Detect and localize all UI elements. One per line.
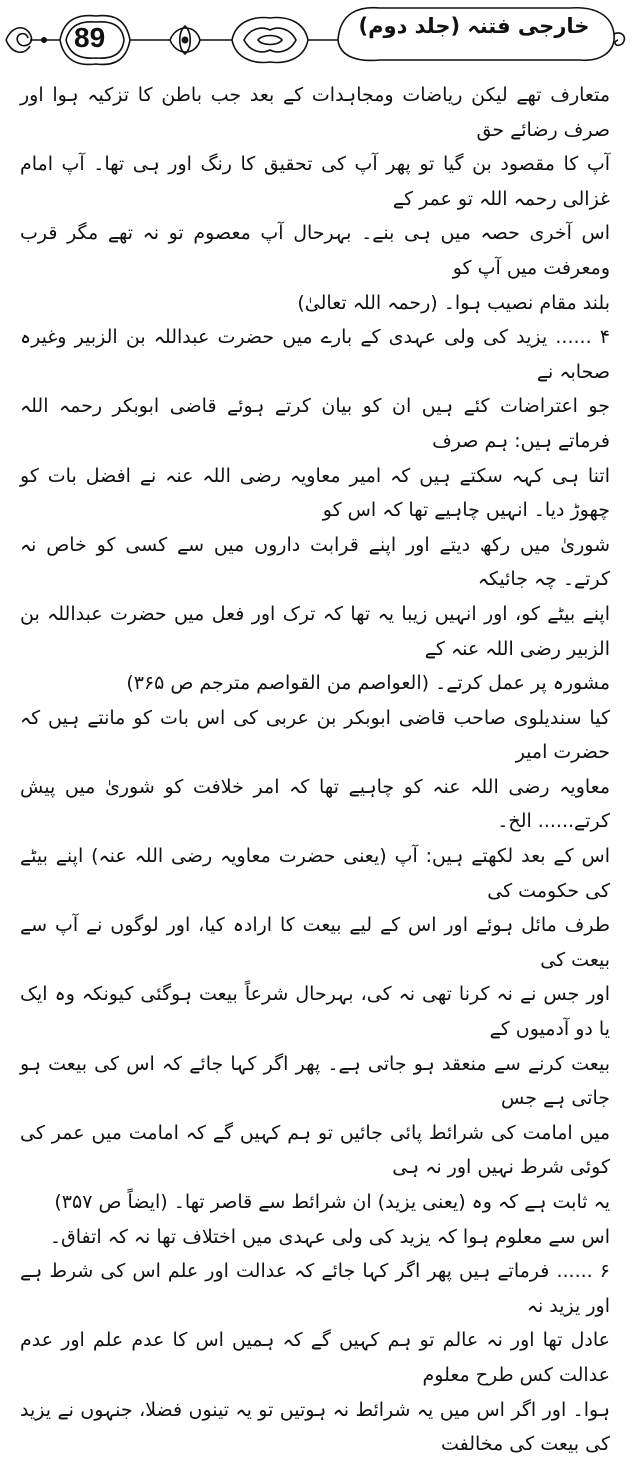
text-line: اس سے معلوم ہوا کہ یزید کی ولی عہدی میں اختلاف تھا نہ کہ اتفاق۔ [49, 1225, 610, 1248]
text-line: ہوا۔ اور اگر اس میں یہ شرائط نہ ہوتیں تو یہ تینوں فضلا، جنہوں نے یزید کی بیعت کی مخالفت [20, 1398, 610, 1456]
page-number: 89 [74, 22, 106, 53]
text-line: اور جس نے نہ کرنا تھی نہ کی، بہرحال شرعاً بیعت ہوگئی کیونکہ وہ ایک یا دو آدمیوں کے [20, 983, 610, 1041]
text-line-para-6: ۶ ...... فرماتے ہیں پھر اگر کہا جائے کہ عدالت اور علم اس کی شرط ہے اور یزید نہ [20, 1260, 610, 1317]
page-header [0, 0, 632, 78]
ornament-left-scroll-icon [6, 28, 60, 53]
text-line: شوریٰ میں رکھ دیتے اور اپنے قرابت داروں میں سے کسی کو خاص نہ کرتے۔ چہ جائیکہ [20, 533, 610, 591]
text-line: اپنے بیٹے کو، اور انہیں زیبا یہ تھا کہ ترک اور فعل میں حضرت عبداللہ بن الزبیر رضی اللہ عنہ کے [20, 602, 610, 660]
text-line: میں امامت کی شرائط پائی جائیں تو ہم کہیں گے کہ امامت میں عمر کی کوئی شرط نہیں اور نہ ہی [20, 1121, 610, 1179]
body-text [20, 78, 610, 1462]
text-line: جو اعتراضات کئے ہیں ان کو بیان کرتے ہوئے قاضی ابوبکر رحمہ اللہ فرماتے ہیں: ہم صرف [20, 395, 610, 452]
book-title: خارجی فتنہ (جلد دوم) [358, 14, 590, 38]
text-line: کیا سندیلوی صاحب قاضی ابوبکر بن عربی کی اس بات کو مانتے ہیں کہ حضرت امیر [20, 706, 610, 764]
citation-line: مشورہ پر عمل کرتے۔ (العواصم من القواصم مترجم ص ۳۶۵) [126, 672, 610, 695]
text-line: آپ کا مقصود بن گیا تو پھر آپ کی تحقیق کا رنگ اور ہی تھا۔ آپ امام غزالی رحمہ اللہ تو عمر کے [20, 153, 610, 210]
text-line: متعارف تھے لیکن ریاضات ومجاہدات کے بعد جب باطن کا تزکیہ ہوا اور صرف رضائے حق [20, 84, 610, 141]
text-line-para-4: ۴ ...... یزید کی ولی عہدی کے بارے میں حضرت عبداللہ بن الزبیر وغیرہ صحابہ نے [20, 326, 610, 383]
text-line: بیعت کرنے سے منعقد ہو جاتی ہے۔ پھر اگر کہا جائے کہ اس کی بیعت ہو جاتی ہے جس [20, 1052, 610, 1110]
text-line: معاویہ رضی اللہ عنہ کو چاہیے تھا کہ امر خلافت کو شوریٰ میں پیش کرتے...... الخ۔ [20, 775, 610, 833]
citation-line: یہ ثابت ہے کہ وہ (یعنی یزید) ان شرائط سے قاصر تھا۔ (ایضاً ص ۳۵۷) [54, 1191, 610, 1213]
ornament-middle-flower-icon [130, 26, 232, 54]
ornament-medallion-icon [232, 18, 338, 63]
text-line: اس آخری حصہ میں ہی بنے۔ بہرحال آپ معصوم تو نہ تھے مگر قرب ومعرفت میں آپ کو [20, 222, 610, 279]
text-line: بلند مقام نصیب ہوا۔ (رحمہ اللہ تعالیٰ) [297, 291, 610, 314]
text-line: اس کے بعد لکھتے ہیں: آپ (یعنی حضرت معاویہ رضی اللہ عنہ) اپنے بیٹے کی حکومت کی [20, 845, 610, 902]
text-line: عادل تھا اور نہ عالم تو ہم کہیں گے کہ ہمیں اس کا عدم علم اور عدم عدالت کس طرح معلوم [20, 1329, 610, 1386]
text-line: اتنا ہی کہہ سکتے ہیں کہ امیر معاویہ رضی اللہ عنہ نے افضل بات کو چھوڑ دیا۔ انہیں چاہیے تھا کہ اس کو [20, 464, 610, 522]
text-line: طرف مائل ہوئے اور اس کے لیے بیعت کا ارادہ کیا، اور لوگوں نے آپ سے بیعت کی [20, 914, 610, 971]
